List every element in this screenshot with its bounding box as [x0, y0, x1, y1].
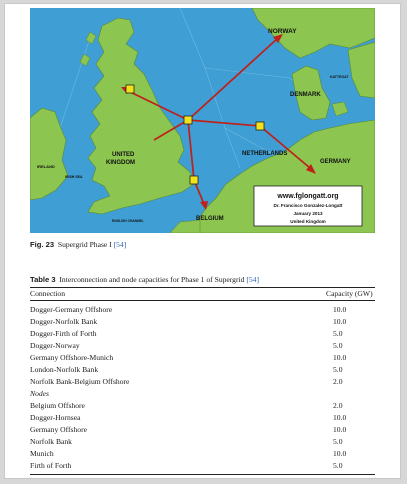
credit-author: Dr. Francisco Gonzalez-Longatt	[273, 203, 343, 208]
credit-url: www.fglongatt.org	[277, 193, 339, 200]
label-germany: GERMANY	[320, 159, 351, 165]
label-ireland: IRELAND	[37, 164, 55, 169]
table-row: Germany Offshore 10.0	[30, 425, 347, 434]
label-irish-sea: IRISH SEA	[65, 175, 83, 179]
figure-reference[interactable]: [54]	[113, 240, 127, 249]
table-row: Dogger-Norfolk Bank 10.0	[30, 317, 347, 326]
table-header-rule	[30, 300, 375, 301]
table-row: London-Norfolk Bank 5.0	[30, 365, 343, 374]
table-reference[interactable]: [54]	[246, 275, 259, 284]
credit-place: United Kingdom	[290, 219, 326, 224]
supergrid-map-svg	[30, 8, 375, 233]
label-norway: NORWAY	[268, 28, 297, 35]
table-row: Dogger-Hornsea 10.0	[30, 413, 347, 422]
column-header-capacity: Capacity (GW)	[326, 289, 373, 298]
nodes-section-heading: Nodes	[30, 389, 49, 398]
supergrid-map	[30, 8, 375, 233]
node-dogger	[184, 116, 192, 124]
table-row: Norfolk Bank-Belgium Offshore 2.0	[30, 377, 343, 386]
table-row: Norfolk Bank 5.0	[30, 437, 343, 446]
figure-caption	[30, 240, 126, 249]
label-english-channel: ENGLISH CHANNEL	[112, 219, 144, 223]
credit-date: January 2013	[293, 211, 323, 216]
table-row: Firth of Forth 5.0	[30, 461, 343, 470]
table-label: Table 3	[30, 275, 56, 284]
figure-caption-text: Supergrid Phase I	[57, 240, 112, 249]
table-row: Munich 10.0	[30, 449, 347, 458]
table-row: Dogger-Norway 5.0	[30, 341, 343, 350]
figure-label: Fig. 23	[30, 240, 55, 249]
table-row: Belgium Offshore 2.0	[30, 401, 343, 410]
label-uk-line2: KINGDOM	[106, 160, 135, 166]
label-netherlands: NETHERLANDS	[242, 151, 288, 157]
column-header-connection: Connection	[30, 289, 66, 298]
node-germany-offshore	[256, 122, 264, 130]
label-belgium: BELGIUM	[196, 216, 224, 222]
table-row: Dogger-Firth of Forth 5.0	[30, 329, 343, 338]
table-bottom-rule	[30, 474, 375, 475]
table-top-rule	[30, 287, 375, 288]
table-caption-text: Interconnection and node capacities for Phase 1 of Supergrid	[59, 275, 245, 284]
label-denmark: DENMARK	[290, 92, 321, 98]
table-row: Germany Offshore-Munich 10.0	[30, 353, 347, 362]
table-caption	[30, 275, 259, 284]
label-uk-line1: UNITED	[112, 152, 135, 158]
document-page	[4, 3, 401, 479]
node-firth-of-forth	[126, 85, 134, 93]
node-norfolk-bank	[190, 176, 198, 184]
table-row: Dogger-Germany Offshore 10.0	[30, 305, 347, 314]
label-kattegat: KATTEGAT	[330, 75, 349, 79]
